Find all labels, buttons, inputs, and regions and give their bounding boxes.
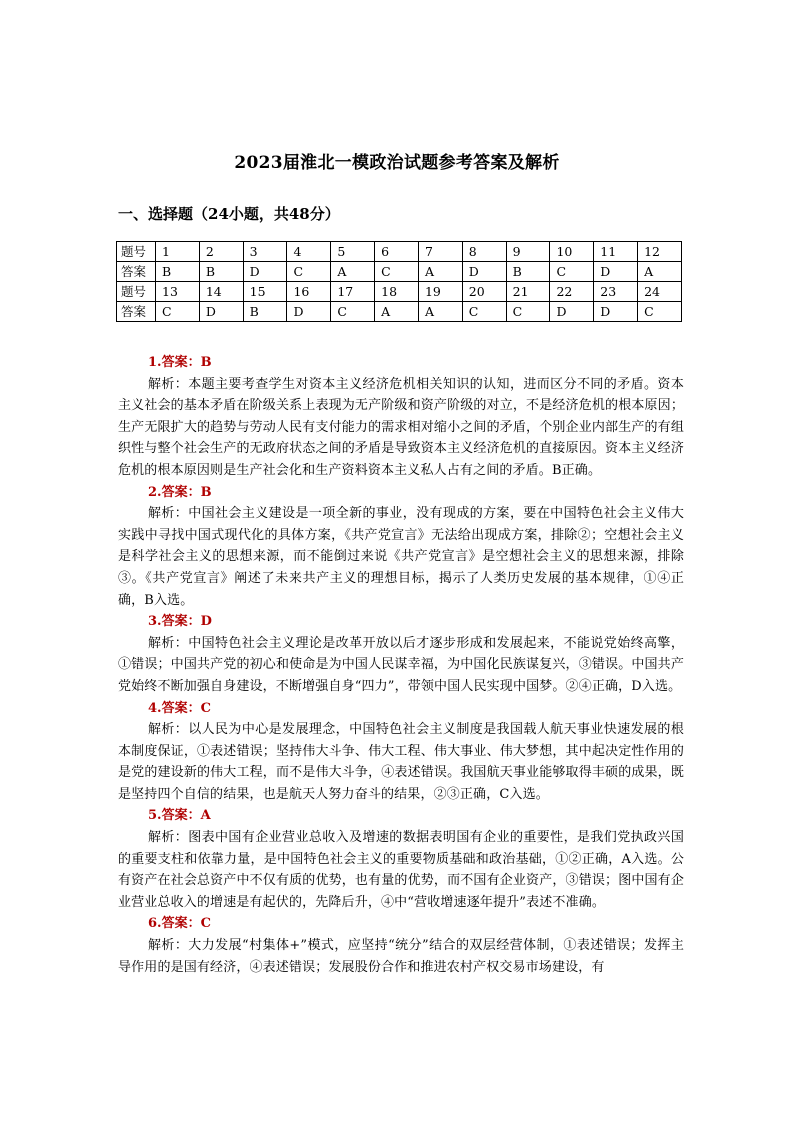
answer-title: 2.答案：B (148, 484, 212, 500)
table-cell: 1 (156, 242, 200, 262)
table-cell: 13 (156, 282, 200, 302)
answer-explanation: 解析：本题主要考查学生对资本主义经济危机相关知识的认知，进而区分不同的矛盾。资本主义社会的基本矛盾在阶级关系上表现为无产阶级和资产阶级的对立，不是经济危机的根本原因；生产无限扩大的趋势与劳动人民有支付能力的需求相对缩小之间的矛盾，个别企业内部生产的有组织性与整个社会生产的无政府状态之间的矛盾是导致资本主义经济危机的直接原因。资本主义经济危机的根本原因则是生产社会化和生产资料资本主义私人占有之间的矛盾。B正确。 (118, 376, 684, 478)
table-cell: 9 (506, 242, 550, 262)
table-cell: C (638, 302, 682, 322)
table-cell: 22 (550, 282, 594, 302)
table-cell: 10 (550, 242, 594, 262)
page-title: 2023届淮北一模政治试题参考答案及解析 (234, 153, 560, 173)
row-header: 答案 (117, 302, 156, 322)
table-cell: C (462, 302, 506, 322)
table-cell: B (243, 302, 287, 322)
answer-title: 3.答案：D (148, 614, 212, 630)
answer-title: 4.答案：C (148, 700, 211, 716)
table-row (117, 242, 682, 262)
table-row (117, 262, 682, 282)
table-cell: C (331, 302, 375, 322)
row-header: 题号 (117, 282, 156, 302)
answer-explanation: 解析：图表中国有企业营业总收入及增速的数据表明国有企业的重要性，是我们党执政兴国的重要支柱和依靠力量，是中国特色社会主义的重要物质基础和政治基础，①②正确，A入选。公有资产在社会总资产中不仅有质的优势，也有量的优势，而不国有企业资产，③错误；图中国有企业营业总收入的增速是有起伏的，先降后升，④中“营收增速逐年提升”表述不准确。 (118, 830, 684, 910)
table-row (117, 282, 682, 302)
table-cell: 3 (243, 242, 287, 262)
table-cell: C (287, 262, 331, 282)
table-cell: 23 (594, 282, 638, 302)
table-cell: 11 (594, 242, 638, 262)
table-cell: 6 (375, 242, 419, 262)
table-cell: 5 (331, 242, 375, 262)
table-cell: C (506, 302, 550, 322)
table-cell: C (156, 302, 200, 322)
table-cell: 19 (418, 282, 462, 302)
table-cell: A (638, 262, 682, 282)
answer-table (116, 241, 682, 322)
table-cell: D (550, 302, 594, 322)
table-cell: D (287, 302, 331, 322)
answer-explanation: 解析：大力发展“村集体+”模式，应坚持“统分”结合的双层经营体制，①表述错误；发挥主导作用的是国有经济，④表述错误；发展股份合作和推进农村产权交易市场建设，有 (118, 938, 684, 975)
table-cell: 12 (638, 242, 682, 262)
table-cell: 24 (638, 282, 682, 302)
answer-explanations (118, 352, 684, 978)
answer-title: 1.答案：B (148, 355, 212, 370)
table-cell: 18 (375, 282, 419, 302)
table-cell: 8 (462, 242, 506, 262)
table-cell: C (550, 262, 594, 282)
table-cell: D (462, 262, 506, 282)
answer-title: 6.答案：C (148, 916, 211, 932)
table-cell: A (375, 302, 419, 322)
table-cell: 14 (199, 282, 243, 302)
table-cell: A (331, 262, 375, 282)
table-cell: 4 (287, 242, 331, 262)
row-header: 答案 (117, 262, 156, 282)
table-cell: D (594, 302, 638, 322)
table-cell: D (594, 262, 638, 282)
table-row (117, 302, 682, 322)
answer-title: 5.答案：A (148, 808, 211, 824)
table-cell: 16 (287, 282, 331, 302)
table-cell: 15 (243, 282, 287, 302)
table-cell: B (506, 262, 550, 282)
answer-explanation: 解析：以人民为中心是发展理念，中国特色社会主义制度是我国载人航天事业快速发展的根本制度保证，①表述错误；坚持伟大斗争、伟大工程、伟大事业、伟大梦想，其中起决定性作用的是党的建设新的伟大工程，而不是伟大斗争，④表述错误。我国航天事业能够取得丰硕的成果，既是坚持四个自信的结果，也是航天人努力奋斗的结果，②③正确，C入选。 (118, 722, 684, 802)
table-cell: A (418, 262, 462, 282)
table-cell: D (199, 302, 243, 322)
table-cell: 21 (506, 282, 550, 302)
section-heading: 一、选择题（24小题，共48分） (118, 205, 340, 223)
table-cell: 7 (418, 242, 462, 262)
table-cell: B (156, 262, 200, 282)
table-cell: 2 (199, 242, 243, 262)
table-cell: 17 (331, 282, 375, 302)
answer-explanation: 解析：中国社会主义建设是一项全新的事业，没有现成的方案，要在中国特色社会主义伟大实践中寻找中国式现代化的具体方案，《共产党宣言》无法给出现成方案，排除②；空想社会主义是科学社会主义的思想来源，而不能倒过来说《共产党宣言》是空想社会主义的思想来源，排除③。《共产党宣言》阐述了未来共产主义的理想目标，揭示了人类历史发展的基本规律，①④正确，B入选。 (118, 506, 684, 608)
table-cell: C (375, 262, 419, 282)
row-header: 题号 (117, 242, 156, 262)
table-cell: B (199, 262, 243, 282)
table-cell: A (418, 302, 462, 322)
table-cell: D (243, 262, 287, 282)
answer-explanation: 解析：中国特色社会主义理论是改革开放以后才逐步形成和发展起来，不能说党始终高擎，①错误；中国共产党的初心和使命是为中国人民谋幸福，为中国化民族谋复兴，③错误。中国共产党始终不断加强自身建设，不断增强自身“四力”，带领中国人民实现中国梦。②④正确，D入选。 (118, 635, 684, 694)
table-cell: 20 (462, 282, 506, 302)
